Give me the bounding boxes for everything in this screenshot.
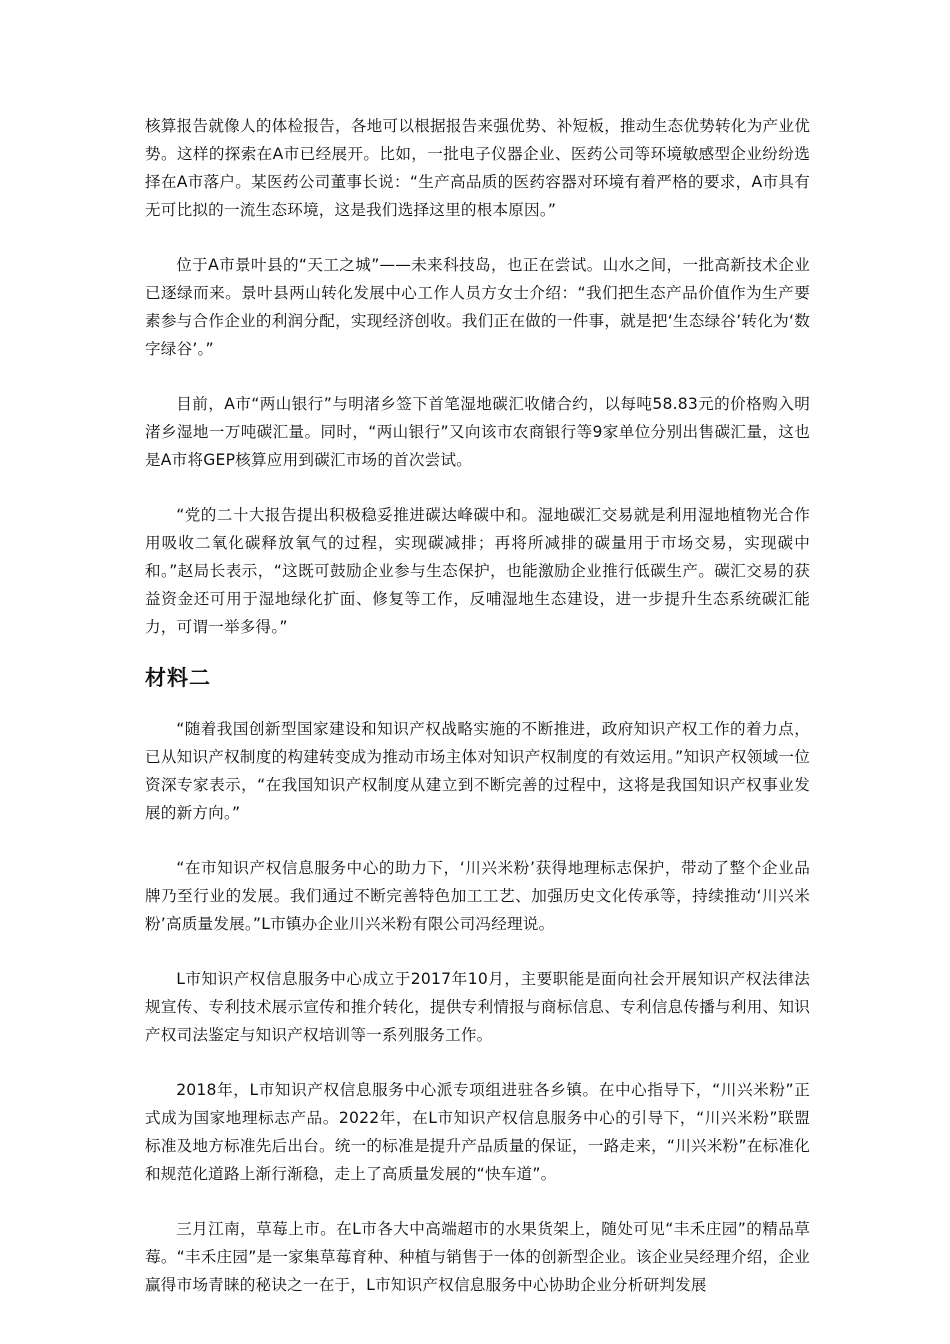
paragraph-carbon-trading: “党的二十大报告提出积极稳妥推进碳达峰碳中和。湿地碳汇交易就是利用湿地植物光合作用吸收二氧化碳释放氧气的过程，实现碳减排；再将所减排的碳量用于市场交易，实现碳中和。”赵局长表示，“这既可鼓励企业参与生态保护，也能激励企业推行低碳生产。碳汇交易的获益资金还可用于湿地绿化扩面、修复等工作，反哺湿地生态建设，进一步提升生态系统碳汇能力，可谓一举多得。” [145, 506, 810, 636]
paragraph-liangshan-bank: 目前，A市“两山银行”与明渚乡签下首笔湿地碳汇收储合约，以每吨58.83元的价格购入明渚乡湿地一万吨碳汇量。同时，“两山银行”又向该市农商银行等9家单位分别出售碳汇量，这也是A市将GEP核算应用到碳汇市场的首次尝试。 [145, 395, 810, 469]
paragraph-standardization: 2018年，L市知识产权信息服务中心派专项组进驻各乡镇。在中心指导下，“川兴米粉”正式成为国家地理标志产品。2022年，在L市知识产权信息服务中心的引导下，“川兴米粉”联盟标准及地方标准先后出台。统一的标准是提升产品质量的保证，一路走来，“川兴米粉”在标准化和规范化道路上渐行渐稳，走上了高质量发展的“快车道”。 [145, 1081, 810, 1183]
paragraph-ip-strategy: “随着我国创新型国家建设和知识产权战略实施的不断推进，政府知识产权工作的着力点，已从知识产权制度的构建转变成为推动市场主体对知识产权制度的有效运用。”知识产权领域一位资深专家表示，“在我国知识产权制度从建立到不断完善的过程中，这将是我国知识产权事业发展的新方向。” [145, 720, 810, 822]
section-heading-material-two: 材料二 [145, 666, 211, 690]
paragraph-chuanxing-rice-noodle: “在市知识产权信息服务中心的助力下，‘川兴米粉’获得地理标志保护，带动了整个企业品牌乃至行业的发展。我们通过不断完善特色加工工艺、加强历史文化传承等，持续推动‘川兴米粉’高质量发展。”L市镇办企业川兴米粉有限公司冯经理说。 [145, 859, 810, 933]
paragraph-gep-report: 核算报告就像人的体检报告，各地可以根据报告来强优势、补短板，推动生态优势转化为产业优势。这样的探索在A市已经展开。比如，一批电子仪器企业、医药公司等环境敏感型企业纷纷选择在A市落户。某医药公司董事长说：“生产高品质的医药容器对环境有着严格的要求，A市具有无可比拟的一流生态环境，这是我们选择这里的根本原因。” [145, 117, 810, 219]
document-page [145, 112, 810, 1299]
paragraph-future-tech-island: 位于A市景叶县的“天工之城”——未来科技岛，也正在尝试。山水之间，一批高新技术企业已逐绿而来。景叶县两山转化发展中心工作人员方女士介绍：“我们把生态产品价值作为生产要素参与合作企业的利润分配，实现经济创收。我们正在做的一件事，就是把‘生态绿谷’转化为‘数字绿谷’。” [145, 256, 810, 358]
paragraph-strawberry: 三月江南，草莓上市。在L市各大中高端超市的水果货架上，随处可见“丰禾庄园”的精品草莓。“丰禾庄园”是一家集草莓育种、种植与销售于一体的创新型企业。该企业吴经理介绍，企业赢得市场青睐的秘诀之一在于，L市知识产权信息服务中心协助企业分析研判发展 [145, 1220, 810, 1294]
paragraph-ip-service-center: L市知识产权信息服务中心成立于2017年10月，主要职能是面向社会开展知识产权法律法规宣传、专利技术展示宣传和推介转化，提供专利情报与商标信息、专利信息传播与利用、知识产权司法鉴定与知识产权培训等一系列服务工作。 [145, 970, 810, 1044]
